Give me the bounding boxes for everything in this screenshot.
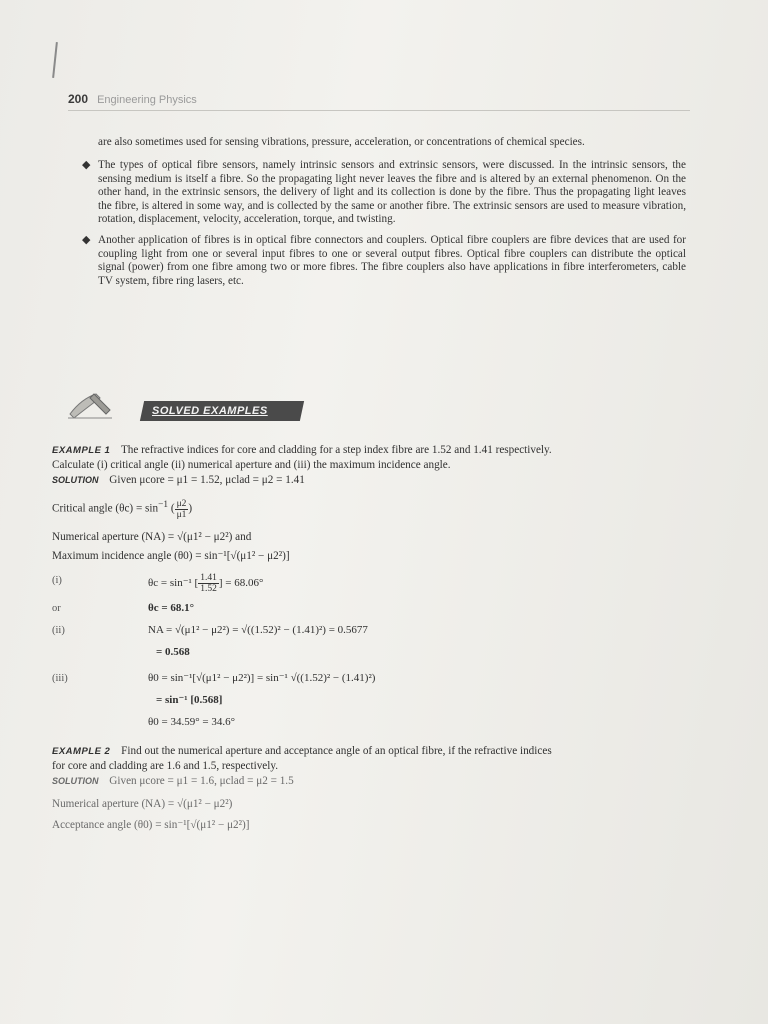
example2-solution xyxy=(52,774,686,789)
running-header xyxy=(68,92,688,106)
bullet-text: Another application of fibres is in optical fibre connectors and couplers. Optical fibre couplers are fibre devices that are used for coupling light from one or several input fibres to one or several output fibres. Optical fibre couplers can distribute the optical signal (power) from one fibre among two or more fibres. The fibre couplers also have applications in fibre interferometers, cable TV system, fibre ring lasers, etc. xyxy=(98,234,686,287)
example2-given: Given μcore = μ1 = 1.6, μclad = μ2 = 1.5 xyxy=(109,775,294,787)
step-iii-mid-row xyxy=(52,690,686,712)
bullet-item xyxy=(82,159,686,226)
bullet-item xyxy=(82,234,686,288)
max-angle-formula: Maximum incidence angle (θ0) = sin⁻¹[√(μ1² − μ2²)] xyxy=(52,550,290,562)
intro-paragraph: are also sometimes used for sensing vibrations, pressure, acceleration, or concentrations of chemical species. xyxy=(98,136,585,148)
section-banner xyxy=(66,388,310,424)
pen-mark xyxy=(52,42,58,78)
example2-problem-2: for core and cladding are 1.6 and 1.5, respectively. xyxy=(52,760,279,772)
example1-line1 xyxy=(52,443,686,458)
example1-given: Given μcore = μ1 = 1.52, μclad = μ2 = 1.41 xyxy=(109,474,305,486)
example2-solution-label: SOLUTION xyxy=(52,776,99,786)
step-iii-mid: = sin⁻¹ [0.568] xyxy=(156,694,223,706)
step-iii-result: θ0 = 34.59° = 34.6° xyxy=(148,716,235,728)
example1-solution-label: SOLUTION xyxy=(52,475,99,485)
bullet-text: The types of optical fibre sensors, namely intrinsic sensors and extrinsic sensors, were discussed. In the intrinsic sensors, the sensing medium is itself a fibre. So the propagating light never leaves the fibre and is altered by an external phenomenon. On the other hand, in the extrinsic sensors, the delivery of light and its collection is done by the fibre. Thus the propagating light leaves the fibre, is altered in some way, and is collected by the same or another fibre. The extrinsic sensors are used to measure vibration, rotation, displacement, velocity, acceleration, torque, and twisting. xyxy=(98,159,686,226)
step-ii-result-row xyxy=(52,642,686,664)
example2-acceptance-formula: Acceptance angle (θ0) = sin⁻¹[√(μ1² − μ2²)] xyxy=(52,819,250,831)
step-iii-label: (iii) xyxy=(52,673,68,684)
page-number: 200 xyxy=(68,92,89,106)
section-title: SOLVED EXAMPLES xyxy=(152,405,268,417)
critical-angle-label: Critical angle (θc) = sin xyxy=(52,502,159,515)
header-rule xyxy=(68,110,690,111)
example1-problem-1: The refractive indices for core and cladding for a step index fibre are 1.52 and 1.41 respectively. xyxy=(120,444,552,456)
step-ii-expr: NA = √(μ1² − μ2²) = √((1.52)² − (1.41)²) = 0.5677 xyxy=(148,624,368,636)
example2-line1 xyxy=(52,744,686,759)
fraction-denominator: 1.52 xyxy=(200,584,217,594)
step-or xyxy=(52,598,686,620)
fraction-denominator: μ1 xyxy=(176,509,187,520)
solved-examples xyxy=(52,443,686,833)
step-i-result: = 68.06° xyxy=(225,577,264,590)
step-or-label: or xyxy=(52,603,61,614)
step-iii-result-row xyxy=(52,712,686,734)
pen-hand-icon xyxy=(66,388,114,420)
fraction-numerator: μ2 xyxy=(176,498,187,509)
critical-angle-formula: Critical angle $(\theta c) = \sin^{-1}$ ( $\frac{\mu 2}{\mu 1}$ ) xyxy=(52,498,193,520)
example2-problem-1: Find out the numerical aperture and acceptance angle of an optical fibre, if the refractive indices xyxy=(121,745,552,757)
bullet-icon: ◆ xyxy=(82,234,91,247)
step-i-expression: θc = sin⁻¹ [ $\frac{1.41}{1.52}$ ] = 68.06° xyxy=(148,573,264,594)
step-i xyxy=(52,570,686,598)
na-formula: Numerical aperture (NA) = √(μ1² − μ2²) and xyxy=(52,531,252,543)
step-ii-label: (ii) xyxy=(52,625,65,636)
step-i-label: (i) xyxy=(52,575,62,586)
step-or-expr: θc = 68.1° xyxy=(148,602,195,614)
step-iii xyxy=(52,668,686,690)
example1-problem-2: Calculate (i) critical angle (ii) numerical aperture and (iii) the maximum incidence angle. xyxy=(52,459,451,471)
critical-angle-fraction xyxy=(175,499,189,520)
fraction-numerator: 1.41 xyxy=(200,573,217,583)
step-ii xyxy=(52,620,686,642)
book-title: Engineering Physics xyxy=(97,94,197,106)
example2-na-formula: Numerical aperture (NA) = √(μ1² − μ2²) xyxy=(52,798,233,810)
step-i-fraction xyxy=(198,573,219,594)
example1-solution xyxy=(52,473,686,488)
bullet-icon: ◆ xyxy=(82,159,91,172)
example2-label: EXAMPLE 2 xyxy=(52,746,111,757)
step-iii-expr: θ0 = sin⁻¹[√(μ1² − μ2²)] = sin⁻¹ √((1.52)² − (1.41)²) xyxy=(148,672,376,684)
step-ii-result: = 0.568 xyxy=(156,646,190,658)
section-title-ribbon xyxy=(140,401,304,421)
example1-label: EXAMPLE 1 xyxy=(52,445,111,456)
body-text xyxy=(72,136,686,296)
step-i-expr: θc = sin⁻¹ xyxy=(148,577,192,590)
